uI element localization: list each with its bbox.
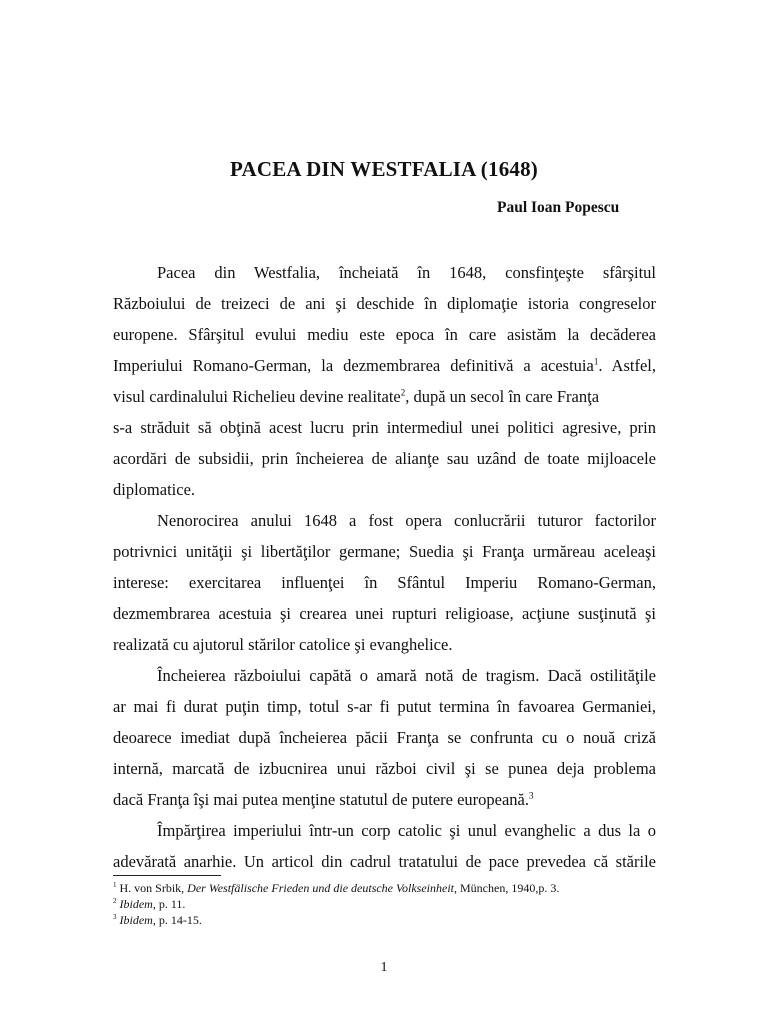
footnote-text: , München, 1940,p. 3. (454, 881, 560, 895)
document-title: PACEA DIN WESTFALIA (1648) (230, 157, 538, 181)
paragraph-line: Pacea din Westfalia, încheiată în 1648, consfinţeşte sfârşitul (157, 263, 656, 282)
footnote-2 (113, 896, 673, 912)
author-name: Paul Ioan Popescu (497, 199, 620, 216)
paragraph-line (113, 784, 656, 815)
paragraph-line: europene. Sfârşitul evului mediu este epoca în care asistăm la decăderea (113, 325, 656, 344)
page-number: 1 (380, 960, 388, 975)
paragraph-1 (113, 257, 656, 505)
paragraph-line: diplomatice. (113, 480, 196, 499)
paragraph-line: Nenorocirea anului 1648 a fost opera conlucrării tuturor factorilor (157, 511, 656, 530)
paragraph-4 (113, 815, 656, 877)
paragraph-line: ar mai fi durat puţin timp, totul s-ar fi putut termina în favoarea Germaniei, (113, 697, 656, 716)
footnotes (113, 880, 673, 928)
footnote-1 (113, 880, 673, 896)
footnote-number: 3 (113, 913, 117, 921)
line-text: visul cardinalului Richelieu devine realitate (113, 387, 401, 406)
footnote-ref-1[interactable]: 1 (593, 356, 599, 367)
paragraph-line: internă, marcată de izbucnirea unui război civil şi se punea deja problema (113, 759, 656, 778)
line-text: . Astfel, (598, 356, 656, 375)
paragraph-2 (113, 505, 656, 660)
paragraph-line: interese: exercitarea influenţei în Sfântul Imperiu Romano-German, (113, 573, 656, 592)
paragraph-3 (113, 660, 656, 815)
footnote-text: , p. 11. (152, 897, 186, 911)
paragraph-line (113, 350, 656, 381)
footnote-title: Ibidem (119, 897, 153, 911)
paragraph-line (113, 381, 656, 412)
line-text: , după un secol în care Franţa (405, 387, 600, 406)
footnote-ref-3[interactable]: 3 (529, 790, 534, 801)
paragraph-line: s-a străduit să obţină acest lucru prin intermediul unei politici agresive, prin (113, 418, 656, 437)
paragraph-line: acordări de subsidii, prin încheierea de alianţe sau uzând de toate mijloacele (113, 449, 656, 468)
body-text (113, 257, 656, 877)
paragraph-line: potrivnici unităţii şi libertăţilor germane; Suedia şi Franţa urmăreau aceleaşi (113, 542, 656, 561)
paragraph-line: adevărată anarhie. Un articol din cadrul tratatului de pace prevedea că stările (113, 852, 656, 871)
line-text: Imperiului Romano-German, la dezmembrarea definitivă a acestuia (113, 356, 594, 375)
footnote-number: 2 (113, 897, 117, 905)
footnote-3 (113, 912, 673, 928)
footnote-number: 1 (113, 881, 117, 889)
paragraph-line: deoarece imediat după încheierea păcii Franţa se confrunta cu o nouă criză (113, 728, 656, 747)
line-text: dacă Franţa îşi mai putea menţine statutul de putere europeană. (113, 790, 530, 809)
paragraph-line: Împărţirea imperiului într-un corp catolic şi unul evanghelic a dus la o (157, 821, 656, 840)
paragraph-line: Războiului de treizeci de ani şi deschide în diplomaţie istoria congreselor (113, 294, 656, 313)
footnote-separator (113, 875, 221, 876)
footnote-title: Der Westfälische Frieden und die deutsche Volkseinheit (187, 881, 454, 895)
footnote-title: Ibidem (119, 913, 153, 927)
footnote-text: H. von Srbik, (116, 881, 188, 895)
footnote-text: , p. 14-15. (152, 913, 202, 927)
paragraph-line: realizată cu ajutorul stărilor catolice şi evanghelice. (113, 635, 453, 654)
paragraph-line: dezmembrarea acestuia şi crearea unei rupturi religioase, acţiune susţinută şi (113, 604, 656, 623)
paragraph-line: Încheierea războiului capătă o amară notă de tragism. Dacă ostilităţile (157, 666, 656, 685)
footnote-ref-2[interactable]: 2 (400, 387, 406, 398)
